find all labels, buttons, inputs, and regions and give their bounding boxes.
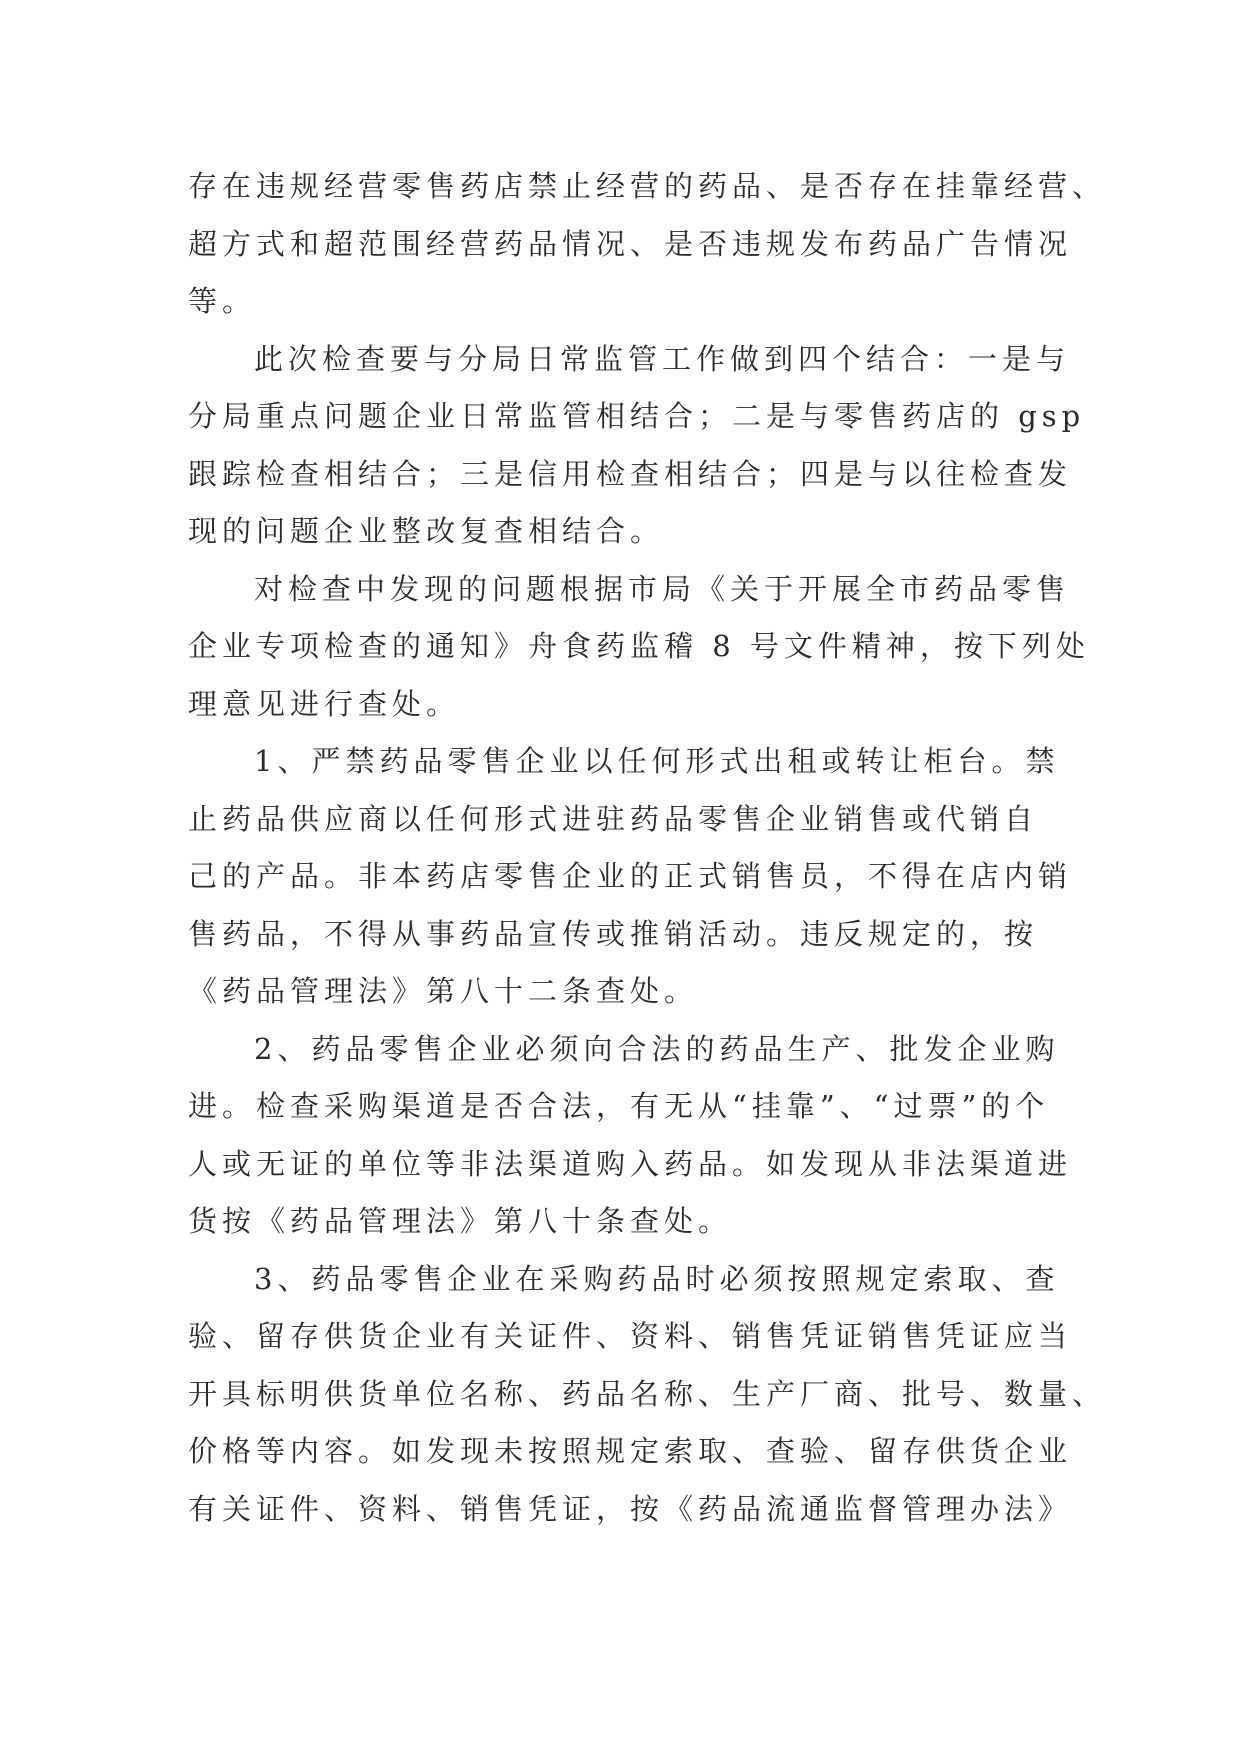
text-line: 价格等内容。如发现未按照规定索取、查验、留存供货企业 (188, 1434, 1073, 1468)
text-line: 超方式和超范围经营药品情况、是否违规发布药品广告情况 (188, 226, 1073, 261)
text-line: 己的产品。非本药店零售企业的正式销售员，不得在店内销 (188, 859, 1073, 893)
text-line: 理意见进行查处。 (188, 686, 461, 721)
text-line: 有关证件、资料、销售凭证，按《药品流通监督管理办法》 (188, 1491, 1073, 1526)
text-line: 3、药品零售企业在采购药品时必须按照规定索取、查 (254, 1261, 1060, 1296)
text-line: 人或无证的单位等非法渠道购入药品。如发现从非法渠道进 (188, 1146, 1073, 1181)
text-line: 《药品管理法》第八十二条查处。 (188, 974, 699, 1008)
paragraph-handling-opinions (188, 561, 1090, 734)
text-line: 止药品供应商以任何形式进驻药品零售企业销售或代销自 (188, 801, 1039, 836)
text-line: 进。检查采购渠道是否合法，有无从“挂靠”、“过票”的个 (188, 1089, 1050, 1123)
text-line: 1、严禁药品零售企业以任何形式出租或转让柜台。禁 (254, 744, 1060, 778)
paragraph-item-3 (188, 1251, 1107, 1539)
text-line: 货按《药品管理法》第八十条查处。 (188, 1204, 733, 1238)
text-line: 验、留存供货企业有关证件、资料、销售凭证销售凭证应当 (188, 1319, 1073, 1353)
text-line: 现的问题企业整改复查相结合。 (188, 514, 665, 548)
text-line: 此次检查要与分局日常监管工作做到四个结合：一是与 (254, 341, 1071, 376)
text-line: 分局重点问题企业日常监管相结合；二是与零售药店的 gsp (188, 399, 1086, 433)
text-line: 跟踪检查相结合；三是信用检查相结合；四是与以往检查发 (188, 456, 1073, 491)
text-line: 存在违规经营零售药店禁止经营的药品、是否存在挂靠经营、 (188, 169, 1107, 203)
text-line: 等。 (188, 284, 257, 318)
text-line: 2、药品零售企业必须向合法的药品生产、批发企业购 (254, 1031, 1060, 1066)
text-line: 售药品，不得从事药品宣传或推销活动。违反规定的，按 (188, 916, 1039, 951)
paragraph-four-combinations (188, 331, 1086, 561)
paragraph-continuation (188, 158, 1107, 331)
text-line: 对检查中发现的问题根据市局《关于开展全市药品零售 (254, 571, 1071, 606)
document-body (188, 158, 1107, 1538)
text-line: 企业专项检查的通知》舟食药监稽 8 号文件精神，按下列处 (188, 629, 1090, 663)
paragraph-item-1 (188, 733, 1073, 1021)
paragraph-item-2 (188, 1021, 1073, 1251)
text-line: 开具标明供货单位名称、药品名称、生产厂商、批号、数量、 (188, 1376, 1107, 1411)
